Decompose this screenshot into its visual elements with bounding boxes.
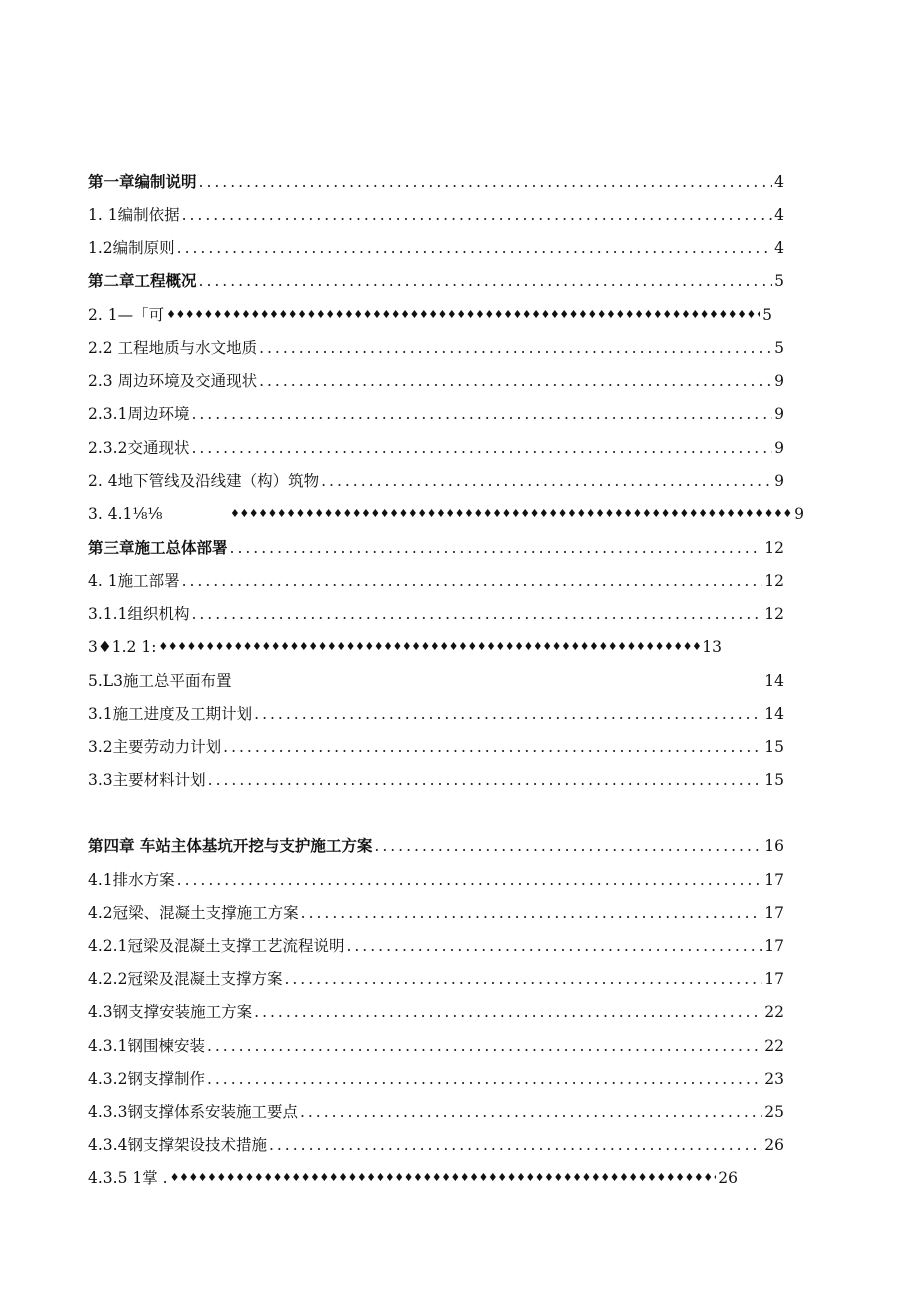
toc-entry [88,1098,784,1122]
toc-entry [88,998,784,1022]
toc-entry-page: 25 [764,1103,784,1121]
toc-entry-title: 2.3.2交通现状 [88,439,190,457]
dot-leader [207,1069,762,1089]
toc-entry-title: 3.1施工进度及工期计划 [88,705,253,723]
toc-entry-page: 22 [764,1003,784,1021]
toc-entry [88,201,784,225]
toc-entry [88,500,804,524]
toc-entry [88,633,722,657]
toc-entry [88,1032,784,1056]
toc-entry-title: 4.3.2钢支撑制作 [88,1070,205,1088]
toc-entry [88,267,784,291]
toc-entry-title: 5.L3施工总平面布置 [88,672,232,690]
toc-entry-page: 15 [764,738,784,756]
toc-entry-title: 4.3.1钢围楝安装 [88,1037,205,1055]
toc-entry-page: 26 [764,1136,784,1154]
dot-leader [199,172,773,192]
dot-leader [374,836,762,856]
toc-entry-page: 9 [774,439,784,457]
toc-entry [88,965,784,989]
toc-entry [88,733,784,757]
dot-leader [300,1102,762,1122]
dot-leader [182,571,763,591]
toc-entry [88,866,784,890]
garbled-leader [166,305,760,325]
toc-entry-page: 14 [764,672,784,690]
toc-entry [88,434,784,458]
dot-leader [321,471,772,491]
toc-entry-page: 4 [774,239,784,257]
garbled-leader [170,1168,717,1188]
toc-entry-page: 12 [764,539,784,557]
dot-leader [208,770,763,790]
toc-entry [88,1164,738,1188]
toc-entry-page: 12 [764,605,784,623]
toc-entry-page: 9 [774,405,784,423]
toc-entry-title: 4.3.3钢支撑体系安装施工要点 [88,1103,298,1121]
toc-entry-page: 9 [774,472,784,490]
toc-entry [88,168,784,192]
toc-entry [88,700,784,724]
toc-entry [88,667,784,691]
toc-entry-title: 4.1排水方案 [88,871,175,889]
toc-entry-page: 17 [764,937,784,955]
toc-entry-page: 12 [764,572,784,590]
toc-entry-page: 16 [764,837,784,855]
toc-entry [88,899,784,923]
dot-leader [254,704,762,724]
garbled-leader [230,504,792,524]
dot-leader [207,1036,762,1056]
dot-leader [346,936,762,956]
toc-entry-page: 17 [764,871,784,889]
toc-entry [88,567,784,591]
toc-entry-title: 3. 4.1⅛⅛ [88,505,163,523]
toc-entry [88,600,784,624]
toc-entry-title: 第一章编制说明 [88,172,197,191]
dot-leader [191,404,772,424]
toc-entry-title: 4.2冠梁、混凝土支撑施工方案 [88,904,299,922]
dot-leader [191,438,772,458]
toc-entry-page: 23 [764,1070,784,1088]
toc-entry-title: 4.3钢支撑安装施工方案 [88,1003,253,1021]
toc-entry [88,467,784,491]
toc-entry-title: 第二章工程概况 [88,271,197,290]
toc-entry-title: 2. 4地下管线及沿线建（构）筑物 [88,472,320,490]
toc-entry [88,400,784,424]
toc-entry-title: 3.3主要材料计划 [88,771,206,789]
dot-leader [182,205,773,225]
toc-entry-title: 3♦1.2 1: [88,638,157,656]
toc-entry-page: 5 [774,339,784,357]
toc-entry [88,301,772,325]
toc-entry [88,334,784,358]
toc-entry-page: 17 [764,970,784,988]
dot-leader [301,903,763,923]
garbled-leader [158,637,700,657]
toc-entry-page: 15 [764,771,784,789]
dot-leader [284,969,762,989]
dot-leader [269,1135,762,1155]
dot-leader [191,604,762,624]
toc-entry-page: 5 [774,272,784,290]
toc-entry [88,1065,784,1089]
dot-leader [254,1002,762,1022]
toc-entry-title: 4.3.4钢支撑架设技术措施 [88,1136,267,1154]
toc-entry-page: 26 [718,1169,738,1187]
toc-entry-title: 3.2主要劳动力计划 [88,738,222,756]
toc-entry-page: 14 [764,705,784,723]
toc-entry-page: 5 [762,306,772,324]
dot-leader [177,870,763,890]
toc-entry-title: 4.2.2冠梁及混凝土支撑方案 [88,970,283,988]
toc-entry-title: 2.3 周边环境及交通现状 [88,372,258,390]
toc-entry-page: 22 [764,1037,784,1055]
dot-leader [259,338,772,358]
dot-leader [223,737,762,757]
toc-entry-page: 4 [774,173,784,191]
toc-entry-page: 17 [764,904,784,922]
toc-entry-title: 3.1.1组织机构 [88,605,190,623]
toc-entry-title: 2. 1—「可 [88,306,165,324]
dot-leader [177,238,772,258]
toc-entry [88,1131,784,1155]
toc-entry [88,832,784,856]
toc-entry [88,367,784,391]
toc-entry-title: 2.2 工程地质与水文地质 [88,339,258,357]
toc-entry-page: 13 [702,638,722,656]
toc-entry-title: 4.3.5 1掌 . [88,1169,168,1187]
toc-entry-page: 4 [774,206,784,224]
toc-entry-title: 第三章施工总体部署 [88,538,228,557]
dot-leader [259,371,772,391]
toc-entry-title: 4.2.1冠梁及混凝土支撑工艺流程说明 [88,937,345,955]
toc-entry-title: 1. 1编制依据 [88,206,180,224]
toc-entry-title: 第四章 车站主体基坑开挖与支护施工方案 [88,836,373,855]
toc-entry [88,234,784,258]
dot-leader [199,271,773,291]
toc-entry [88,534,784,558]
toc-entry-title: 2.3.1周边环境 [88,405,190,423]
toc-entry [88,932,784,956]
toc-entry-title: 1.2编制原则 [88,239,175,257]
toc-entry-page: 9 [794,505,804,523]
toc-entry-page: 9 [774,372,784,390]
dot-leader [230,538,763,558]
toc-entry-title: 4. 1施工部署 [88,572,180,590]
toc-entry [88,766,784,790]
